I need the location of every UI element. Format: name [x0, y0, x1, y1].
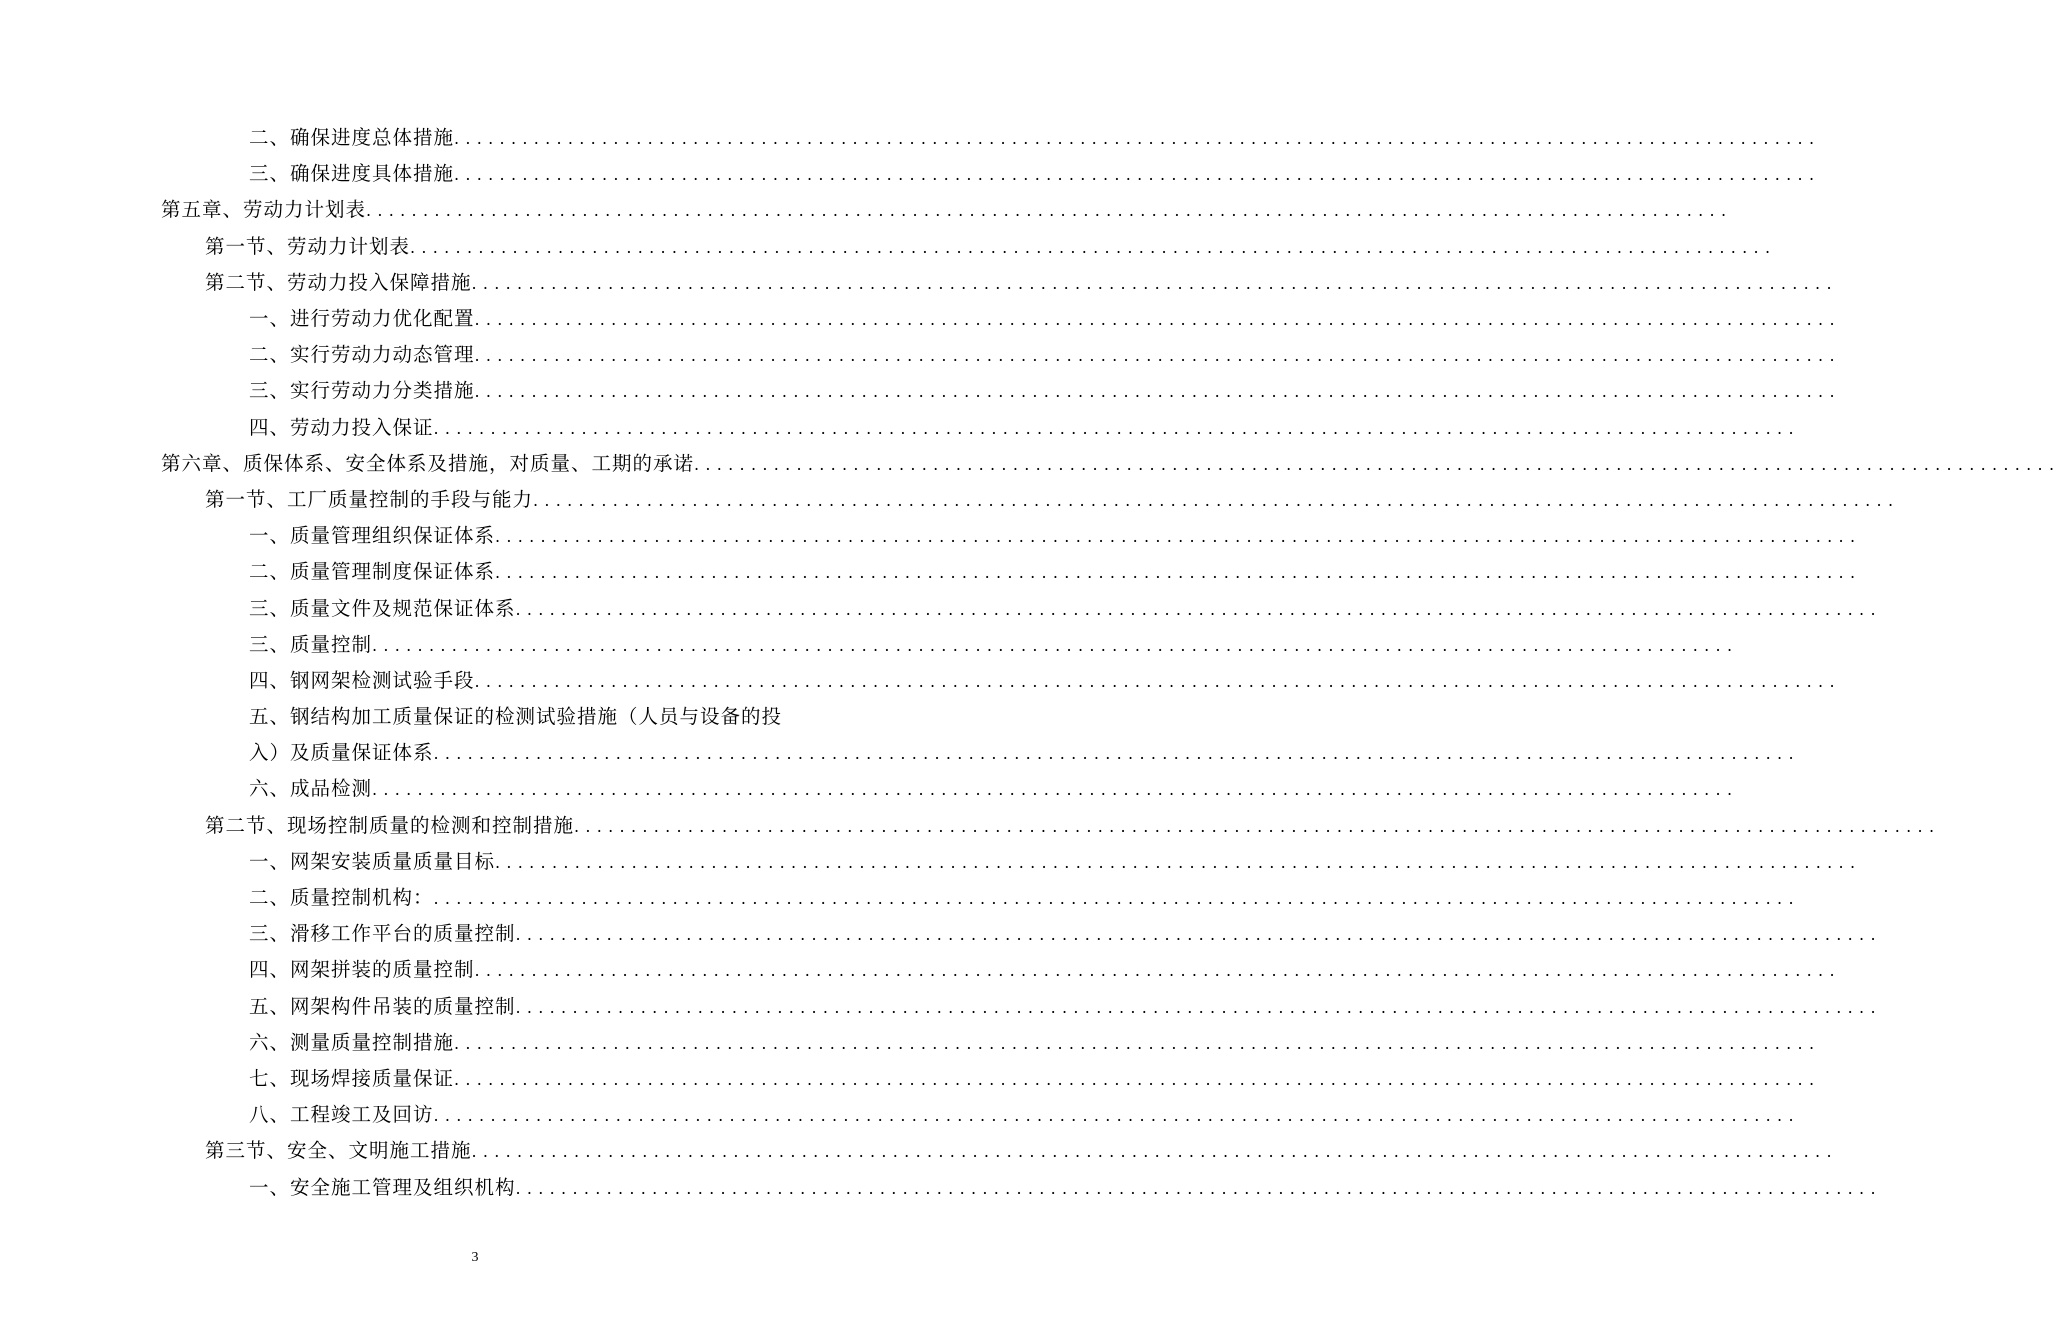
- toc-dot-leader: ........................................................................................................................: [433, 418, 1800, 438]
- toc-entry[interactable]: [0, 299, 1841, 335]
- toc-entry[interactable]: [0, 661, 1841, 697]
- toc-entry-text: 三、质量文件及规范保证体系: [249, 596, 516, 620]
- toc-dot-leader: ........................................................................................................................: [433, 1106, 1800, 1126]
- toc-entry[interactable]: [0, 118, 1821, 154]
- toc-entry-text: 第三节、安全、文明施工措施: [205, 1139, 472, 1163]
- toc-entry-text: 第一节、工厂质量控制的手段与能力: [205, 487, 534, 511]
- toc-entry-text: 六、成品检测: [249, 777, 373, 801]
- toc-entry[interactable]: [0, 625, 1739, 661]
- toc-chapter-entry[interactable]: [0, 444, 2060, 480]
- toc-entry-continuation[interactable]: [0, 733, 1800, 769]
- toc-dot-leader: ........................................................................................................................: [474, 310, 1841, 330]
- toc-entry[interactable]: [0, 588, 1882, 624]
- toc-entry-text: 三、滑移工作平台的质量控制: [249, 922, 516, 946]
- toc-section-entry[interactable]: [0, 480, 1900, 516]
- toc-section-entry[interactable]: [0, 227, 1777, 263]
- toc-entry-text: 第六章、质保体系、安全体系及措施，对质量、工期的承诺: [161, 451, 695, 475]
- toc-dot-leader: ........................................................................................................................: [574, 816, 1941, 836]
- toc-entry-text: 二、质量管理制度保证体系: [249, 560, 496, 584]
- toc-entry-text: 一、进行劳动力优化配置: [249, 307, 475, 331]
- toc-entry-text: 七、现场焊接质量保证: [249, 1066, 455, 1090]
- toc-entry[interactable]: [0, 1023, 1821, 1059]
- toc-dot-leader: ........................................................................................................................: [474, 382, 1841, 402]
- toc-entry[interactable]: [0, 1167, 1882, 1203]
- toc-entry[interactable]: [0, 516, 1862, 552]
- toc-dot-leader: ........................................................................................................................: [410, 237, 1777, 257]
- toc-entry-text: 四、钢网架检测试验手段: [249, 668, 475, 692]
- toc-dot-leader: ........................................................................................................................: [474, 671, 1841, 691]
- toc-entry-text: 一、网架安装质量质量目标: [249, 849, 496, 873]
- toc-dot-leader: ........................................................................................................................: [372, 635, 1739, 655]
- toc-entry[interactable]: [0, 408, 1800, 444]
- toc-dot-leader: ........................................................................................................................: [515, 925, 1882, 945]
- toc-section-entry[interactable]: [0, 1131, 1838, 1167]
- toc-dot-leader: ........................................................................................................................: [433, 889, 1800, 909]
- toc-dot-leader: ........................................................................................................................: [515, 997, 1882, 1017]
- table-of-contents: [0, 118, 2060, 1204]
- toc-dot-leader: ........................................................................................................................: [694, 454, 2060, 474]
- toc-entry[interactable]: [0, 914, 1882, 950]
- toc-dot-leader: ........................................................................................................................: [495, 852, 1862, 872]
- toc-entry[interactable]: [0, 878, 1800, 914]
- toc-dot-leader: ........................................................................................................................: [495, 563, 1862, 583]
- toc-entry-text: 三、质量控制: [249, 632, 373, 656]
- toc-dot-leader: ........................................................................................................................: [495, 527, 1862, 547]
- toc-entry[interactable]: [0, 950, 1841, 986]
- toc-entry-text: 八、工程竣工及回访: [249, 1103, 434, 1127]
- toc-entry[interactable]: [0, 697, 950, 733]
- toc-entry-text: 第二节、劳动力投入保障措施: [205, 270, 472, 294]
- toc-entry-text: 入）及质量保证体系: [249, 741, 434, 765]
- page-number: 3: [471, 1250, 479, 1265]
- toc-entry-text: 二、质量控制机构：: [249, 886, 434, 910]
- toc-entry-text: 第二节、现场控制质量的检测和控制措施: [205, 813, 575, 837]
- toc-dot-leader: ........................................................................................................................: [474, 961, 1841, 981]
- toc-entry[interactable]: [0, 154, 1821, 190]
- toc-dot-leader: ........................................................................................................................: [372, 780, 1739, 800]
- toc-dot-leader: ........................................................................................................................: [471, 1142, 1838, 1162]
- toc-dot-leader: ........................................................................................................................: [515, 599, 1882, 619]
- toc-entry-text: 五、网架构件吊装的质量控制: [249, 994, 516, 1018]
- toc-dot-leader: ........................................................................................................................: [515, 1178, 1882, 1198]
- toc-chapter-entry[interactable]: [0, 190, 1733, 226]
- toc-entry-text: 第一节、劳动力计划表: [205, 234, 411, 258]
- toc-dot-leader: ........................................................................................................................: [454, 1069, 1821, 1089]
- toc-entry[interactable]: [0, 842, 1862, 878]
- toc-dot-leader: ........................................................................................................................: [533, 490, 1900, 510]
- toc-entry-text: 二、确保进度总体措施: [249, 126, 455, 150]
- toc-dot-leader: ........................................................................................................................: [454, 1033, 1821, 1053]
- toc-dot-leader: ........................................................................................................................: [433, 744, 1800, 764]
- toc-entry-text: 一、质量管理组织保证体系: [249, 524, 496, 548]
- toc-section-entry[interactable]: [0, 263, 1838, 299]
- toc-entry-text: 二、实行劳动力动态管理: [249, 343, 475, 367]
- toc-dot-leader: ........................................................................................................................: [454, 129, 1821, 149]
- toc-entry[interactable]: [0, 371, 1841, 407]
- toc-entry-text: 六、测量质量控制措施: [249, 1030, 455, 1054]
- toc-entry-text: 四、网架拼装的质量控制: [249, 958, 475, 982]
- toc-entry-text: 三、实行劳动力分类措施: [249, 379, 475, 403]
- toc-entry[interactable]: [0, 987, 1882, 1023]
- toc-dot-leader: ........................................................................................................................: [474, 346, 1841, 366]
- toc-entry-text: 五、钢结构加工质量保证的检测试验措施（人员与设备的投: [249, 705, 783, 729]
- toc-entry[interactable]: [0, 335, 1841, 371]
- toc-entry[interactable]: [0, 1059, 1821, 1095]
- toc-entry[interactable]: [0, 552, 1862, 588]
- toc-dot-leader: ........................................................................................................................: [471, 273, 1838, 293]
- toc-entry[interactable]: [0, 769, 1739, 805]
- toc-entry-text: 三、确保进度具体措施: [249, 162, 455, 186]
- toc-dot-leader: ........................................................................................................................: [366, 201, 1733, 221]
- toc-section-entry[interactable]: [0, 806, 1941, 842]
- toc-entry-text: 第五章、劳动力计划表: [161, 198, 367, 222]
- toc-entry[interactable]: [0, 1095, 1800, 1131]
- toc-entry-text: 四、劳动力投入保证: [249, 415, 434, 439]
- toc-entry-text: 一、安全施工管理及组织机构: [249, 1175, 516, 1199]
- toc-dot-leader: ........................................................................................................................: [454, 165, 1821, 185]
